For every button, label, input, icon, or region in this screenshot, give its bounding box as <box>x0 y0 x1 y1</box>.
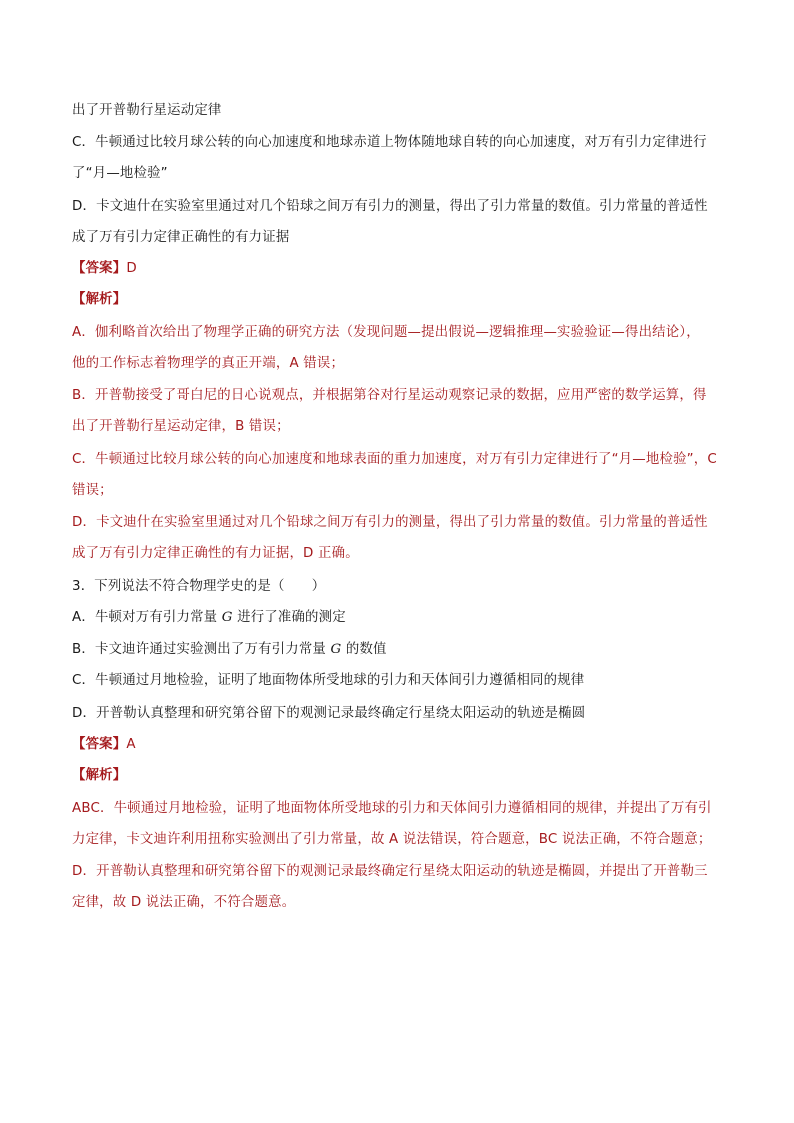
q3-option-a-text-end: 进行了准确的测定 <box>232 610 346 625</box>
q2-option-c-line2: 了“月—地检验” <box>72 166 168 181</box>
q2-analysis-label: 【解析】 <box>72 292 127 307</box>
q2-analysis-line: 错误； <box>72 483 113 498</box>
q2-answer <box>72 259 137 279</box>
q3-answer-label: 【答案】 <box>72 737 127 752</box>
q3-analysis-line: 定律，故 D 说法正确，不符合题意。 <box>72 895 296 910</box>
q3-option-a-text: A．牛顿对万有引力常量 <box>72 610 222 625</box>
q3-answer <box>72 735 136 755</box>
q3-stem: 3．下列说法不符合物理学史的是（ ） <box>72 579 326 594</box>
q2-analysis-line: 出了开普勒行星运动定律，B 错误； <box>72 419 290 434</box>
q2-analysis-line: 他的工作标志着物理学的真正开端，A 错误； <box>72 356 345 371</box>
q2-answer-value: D <box>126 261 137 276</box>
q3-answer-value: A <box>126 737 136 752</box>
q2-answer-label: 【答案】 <box>72 261 127 276</box>
q3-option-a-var: G <box>221 610 233 625</box>
q2-analysis-line: A．伽利略首次给出了物理学正确的研究方法（发现问题—提出假说—逻辑推理—实验验证—得出结论）， <box>72 325 700 340</box>
q3-analysis-label: 【解析】 <box>72 768 127 783</box>
q2-analysis-line: B．开普勒接受了哥白尼的日心说观点，并根据第谷对行星运动观察记录的数据，应用严密的数学运算，得 <box>72 388 707 403</box>
q2-option-b-tail: 出了开普勒行星运动定律 <box>72 103 222 118</box>
q3-analysis-line: ABC．牛顿通过月地检验，证明了地面物体所受地球的引力和天体间引力遵循相同的规律，并提出了万有引 <box>72 801 712 816</box>
q3-option-b-var: G <box>330 642 342 657</box>
q3-option-b <box>72 640 387 660</box>
q2-option-d-line2: 成了万有引力定律正确性的有力证据 <box>72 230 290 245</box>
q3-option-d: D．开普勒认真整理和研究第谷留下的观测记录最终确定行星绕太阳运动的轨迹是椭圆 <box>72 706 586 721</box>
q3-option-b-text: B．卡文迪许通过实验测出了万有引力常量 <box>72 642 331 657</box>
q3-option-a <box>72 608 346 628</box>
q3-option-c: C．牛顿通过月地检验，证明了地面物体所受地球的引力和天体间引力遵循相同的规律 <box>72 673 585 688</box>
q3-option-b-text-end: 的数值 <box>341 642 387 657</box>
q2-option-c-line1: C．牛顿通过比较月球公转的向心加速度和地球赤道上物体随地球自转的向心加速度，对万有引力定律进行 <box>72 135 707 150</box>
q2-option-d-line1: D．卡文迪什在实验室里通过对几个铅球之间万有引力的测量，得出了引力常量的数值。引力常量的普适性 <box>72 199 708 214</box>
q2-analysis-line: 成了万有引力定律正确性的有力证据，D 正确。 <box>72 546 359 561</box>
q2-analysis-line: C．牛顿通过比较月球公转的向心加速度和地球表面的重力加速度，对万有引力定律进行了“月—地检验”，C <box>72 452 717 467</box>
q3-analysis-line: 力定律，卡文迪许利用扭称实验测出了引力常量，故 A 说法错误，符合题意，BC 说法正确，不符合题意； <box>72 832 712 847</box>
q3-analysis-line: D．开普勒认真整理和研究第谷留下的观测记录最终确定行星绕太阳运动的轨迹是椭圆，并提出了开普勒三 <box>72 864 708 879</box>
q2-analysis-line: D．卡文迪什在实验室里通过对几个铅球之间万有引力的测量，得出了引力常量的数值。引力常量的普适性 <box>72 515 708 530</box>
